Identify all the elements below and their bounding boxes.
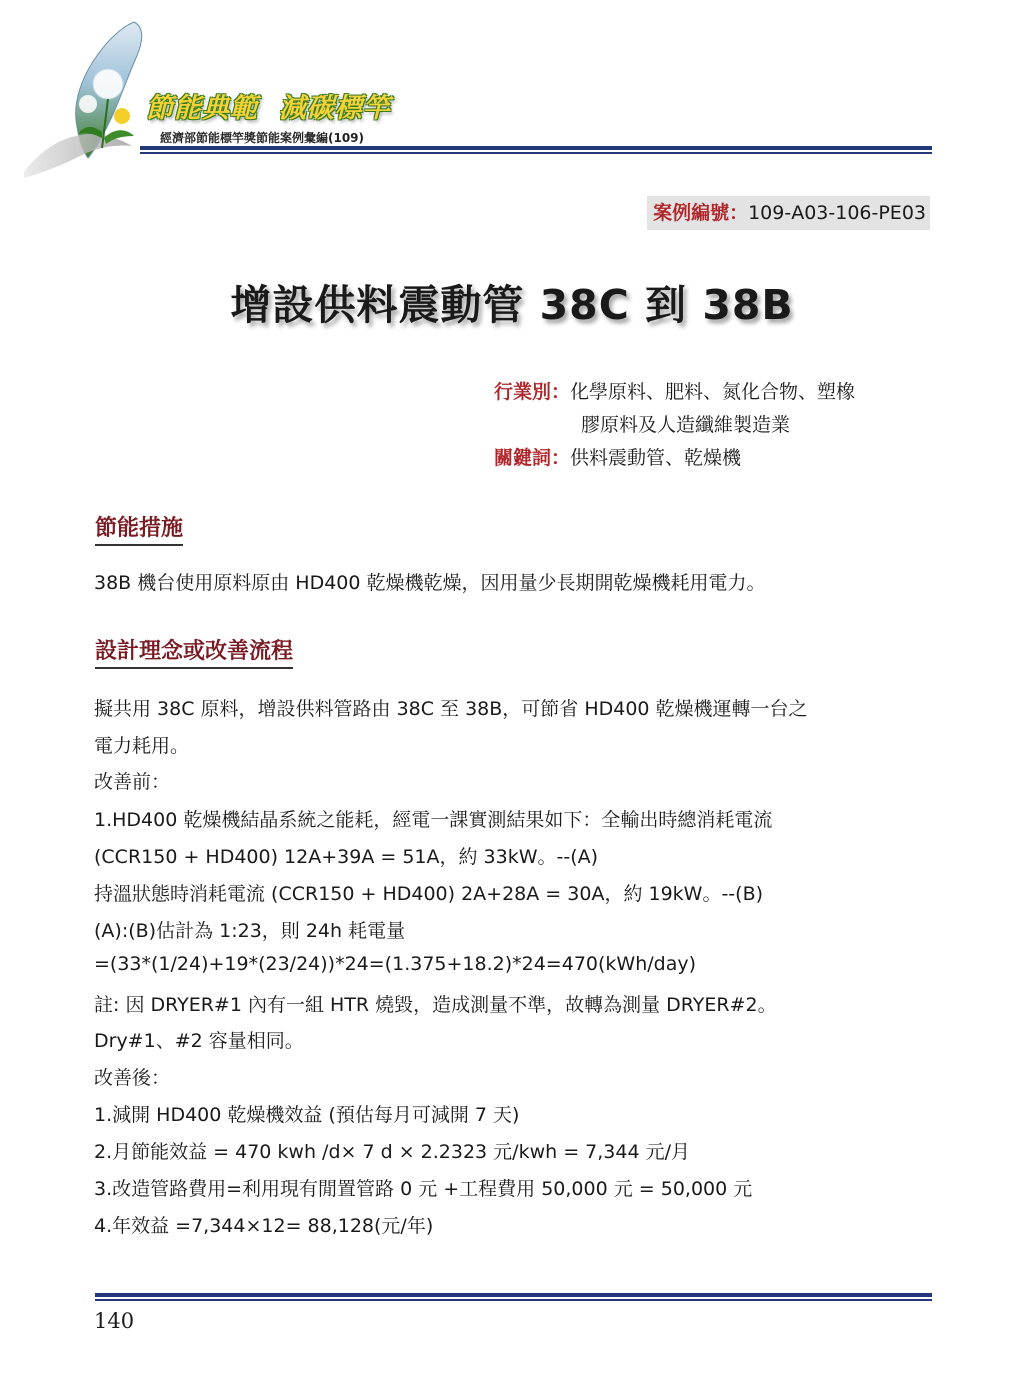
taiwan-dandelion-logo <box>22 20 152 180</box>
industry-label: 行業別： <box>494 381 571 403</box>
industry-value-line2: 膠原料及人造纖維製造業 <box>581 414 791 436</box>
keywords-value: 供料震動管、乾燥機 <box>570 447 742 469</box>
industry-value-line1: 化學原料、肥料、氮化合物、塑橡 <box>570 381 856 403</box>
design-line: (CCR150 + HD400) 12A+39A = 51A，約 33kW。--(A) <box>94 846 599 868</box>
design-line: 1.減開 HD400 乾燥機效益 (預估每月可減開 7 天) <box>94 1104 520 1126</box>
section-heading-design: 設計理念或改善流程 <box>95 634 293 669</box>
keywords-label: 關鍵詞： <box>494 447 571 469</box>
footer-rule <box>95 1293 932 1297</box>
design-line: 1.HD400 乾燥機結晶系統之能耗，經電一課實測結果如下：全輸出時總消耗電流 <box>94 809 773 831</box>
industry-row <box>494 377 855 404</box>
case-number-label: 案例編號： <box>653 202 749 224</box>
brand-title: 節能典範 減碳標竿 <box>146 93 391 124</box>
header-rule <box>140 146 932 150</box>
design-line: 3.改造管路費用=利用現有閒置管路 0 元 +工程費用 50,000 元 = 50,000 元 <box>94 1178 753 1200</box>
design-line: (A):(B)估計為 1:23，則 24h 耗電量 <box>94 920 406 942</box>
design-line: 改善前： <box>94 771 171 793</box>
page-number: 140 <box>94 1309 135 1333</box>
page-title: 增設供料震動管 38C 到 38B <box>230 281 794 329</box>
design-line: 註: 因 DRYER#1 內有一組 HTR 燒毀，造成測量不準，故轉為測量 DRYER#2。 <box>94 994 777 1016</box>
measures-text: 38B 機台使用原料原由 HD400 乾燥機乾燥，因用量少長期開乾燥機耗用電力。 <box>94 572 766 594</box>
header-rule-thin <box>140 152 932 154</box>
design-line: =(33*(1/24)+19*(23/24))*24=(1.375+18.2)*24=470(kWh/day) <box>94 953 696 975</box>
design-line: 電力耗用。 <box>94 735 190 757</box>
case-number-value: 109-A03-106-PE03 <box>748 202 926 224</box>
design-line: 持溫狀態時消耗電流 (CCR150 + HD400) 2A+28A = 30A，約 19kW。--(B) <box>94 883 764 905</box>
keywords-row <box>494 443 741 470</box>
design-line: 改善後： <box>94 1067 171 1089</box>
design-line: 4.年效益 =7,344×12= 88,128(元/年) <box>94 1215 434 1237</box>
footer-rule-thin <box>95 1299 932 1301</box>
brand-subtitle: 經濟部節能標竿獎節能案例彙編(109) <box>160 131 365 145</box>
design-line: 擬共用 38C 原料，增設供料管路由 38C 至 38B，可節省 HD400 乾燥機運轉一台之 <box>94 698 808 720</box>
design-line: Dry#1、#2 容量相同。 <box>94 1030 304 1052</box>
case-number <box>647 196 930 230</box>
design-line: 2.月節能效益 = 470 kwh /d× 7 d × 2.2323 元/kwh = 7,344 元/月 <box>94 1141 691 1163</box>
section-heading-measures: 節能措施 <box>95 511 183 546</box>
